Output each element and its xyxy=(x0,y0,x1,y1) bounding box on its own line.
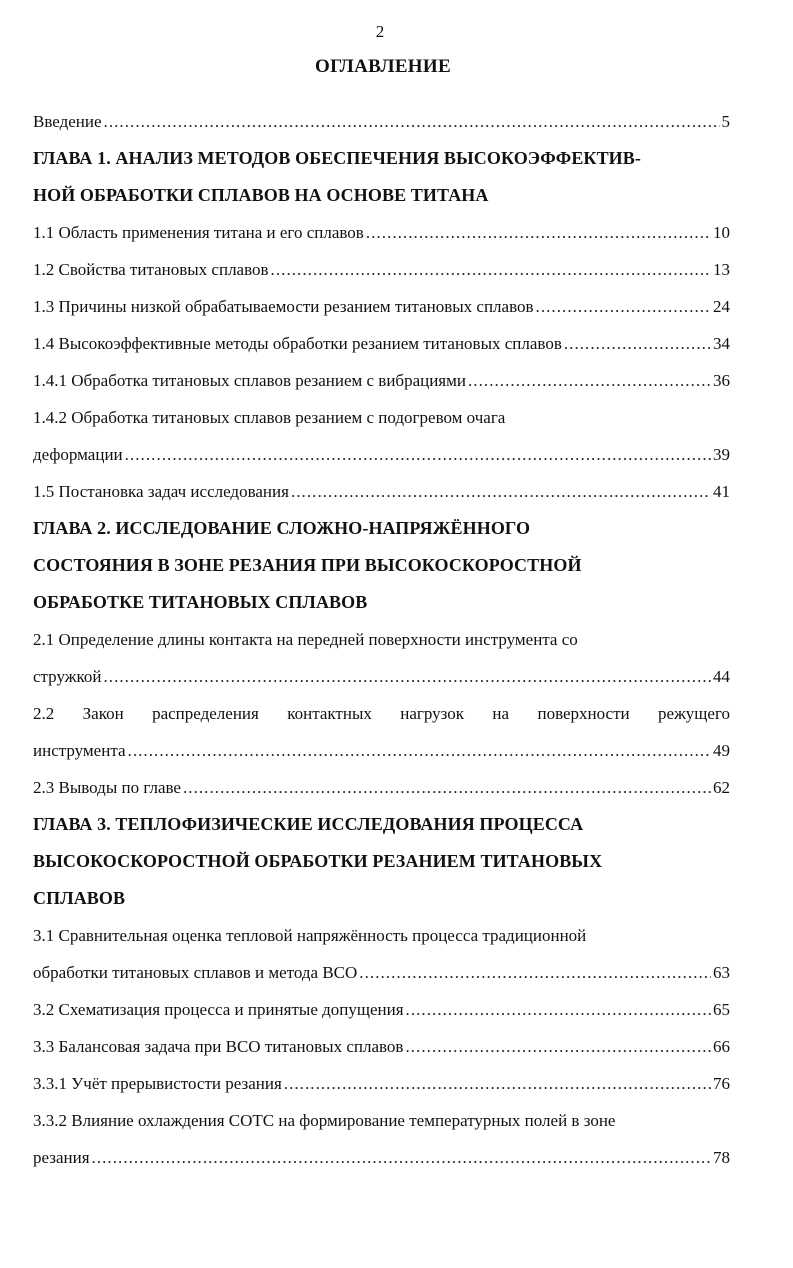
page-title: ОГЛАВЛЕНИЕ xyxy=(315,56,451,77)
chapter-2-heading-line-2[interactable]: СОСТОЯНИЯ В ЗОНЕ РЕЗАНИЯ ПРИ ВЫСОКОСКОРОСТНОЙ xyxy=(33,555,582,575)
toc-entry-title: 1.3 Причины низкой обрабатываемости резанием титановых сплавов xyxy=(33,297,534,316)
dot-leader xyxy=(359,954,711,991)
toc-entry-page: 44 xyxy=(713,667,730,686)
toc-entry-3-2[interactable] xyxy=(33,991,730,1028)
dot-leader xyxy=(405,1028,711,1065)
toc-entry-page: 76 xyxy=(713,1074,730,1093)
toc-entry-page: 78 xyxy=(713,1148,730,1167)
toc-entry-title: Введение xyxy=(33,112,102,131)
dot-leader xyxy=(284,1065,711,1102)
toc-entry-3-1-line-1[interactable]: 3.1 Сравнительная оценка тепловой напряжённость процесса традиционной xyxy=(33,926,587,945)
toc-entry-title: 1.1 Область применения титана и его сплавов xyxy=(33,223,364,242)
toc-entry-page: 62 xyxy=(713,778,730,797)
dot-leader xyxy=(366,214,711,251)
dot-leader xyxy=(536,288,711,325)
dot-leader xyxy=(92,1139,711,1176)
toc-entry-1-4-2[interactable] xyxy=(33,436,730,473)
dot-leader xyxy=(468,362,711,399)
table-of-contents xyxy=(33,103,730,1176)
toc-entry-title: 3.3 Балансовая задача при ВСО титановых сплавов xyxy=(33,1037,404,1056)
toc-entry-page: 41 xyxy=(713,482,730,501)
dot-leader xyxy=(125,436,711,473)
toc-entry-page: 10 xyxy=(713,223,730,242)
toc-entry-2-2[interactable] xyxy=(33,732,730,769)
toc-entry-3-3[interactable] xyxy=(33,1028,730,1065)
toc-entry-1-4-1[interactable] xyxy=(33,362,730,399)
dot-leader xyxy=(406,991,711,1028)
toc-entry-intro[interactable] xyxy=(33,103,730,140)
toc-entry-page: 24 xyxy=(713,297,730,316)
toc-entry-3-3-2[interactable] xyxy=(33,1139,730,1176)
chapter-2-heading-line-1[interactable]: ГЛАВА 2. ИССЛЕДОВАНИЕ СЛОЖНО-НАПРЯЖЁННОГО xyxy=(33,518,531,538)
toc-entry-page: 63 xyxy=(713,963,730,982)
toc-entry-page: 5 xyxy=(721,112,730,131)
toc-entry-title: инструмента xyxy=(33,741,126,760)
toc-entry-2-3[interactable] xyxy=(33,769,730,806)
toc-entry-title: деформации xyxy=(33,445,123,464)
toc-entry-3-1[interactable] xyxy=(33,954,730,991)
chapter-3-heading-line-2[interactable]: ВЫСОКОСКОРОСТНОЙ ОБРАБОТКИ РЕЗАНИЕМ ТИТАНОВЫХ xyxy=(33,851,603,871)
toc-entry-2-1[interactable] xyxy=(33,658,730,695)
toc-entry-1-4[interactable] xyxy=(33,325,730,362)
toc-entry-3-3-1[interactable] xyxy=(33,1065,730,1102)
toc-entry-title: 1.5 Постановка задач исследования xyxy=(33,482,289,501)
toc-entry-1-5[interactable] xyxy=(33,473,730,510)
toc-entry-title: обработки титановых сплавов и метода ВСО xyxy=(33,963,358,982)
toc-entry-1-4-2-line-1[interactable]: 1.4.2 Обработка титановых сплавов резанием с подогревом очага xyxy=(33,408,506,427)
toc-entry-title: 1.2 Свойства титановых сплавов xyxy=(33,260,269,279)
toc-entry-title: 1.4 Высокоэффективные методы обработки резанием титановых сплавов xyxy=(33,334,562,353)
toc-entry-title: стружкой xyxy=(33,667,102,686)
toc-entry-page: 65 xyxy=(713,1000,730,1019)
dot-leader xyxy=(103,658,711,695)
toc-entry-page: 66 xyxy=(713,1037,730,1056)
dot-leader xyxy=(183,769,711,806)
chapter-3-heading-line-3[interactable]: СПЛАВОВ xyxy=(33,888,126,908)
toc-entry-1-2[interactable] xyxy=(33,251,730,288)
toc-entry-title: 3.2 Схематизация процесса и принятые допущения xyxy=(33,1000,404,1019)
chapter-1-heading-line-2[interactable]: НОЙ ОБРАБОТКИ СПЛАВОВ НА ОСНОВЕ ТИТАНА xyxy=(33,185,489,205)
chapter-2-heading-line-3[interactable]: ОБРАБОТКЕ ТИТАНОВЫХ СПЛАВОВ xyxy=(33,592,368,612)
toc-entry-2-1-line-1[interactable]: 2.1 Определение длины контакта на передней поверхности инструмента со xyxy=(33,630,578,649)
toc-entry-page: 36 xyxy=(713,371,730,390)
toc-entry-title: 2.3 Выводы по главе xyxy=(33,778,181,797)
toc-entry-1-3[interactable] xyxy=(33,288,730,325)
dot-leader xyxy=(128,732,711,769)
chapter-3-heading-line-1[interactable]: ГЛАВА 3. ТЕПЛОФИЗИЧЕСКИЕ ИССЛЕДОВАНИЯ ПРОЦЕССА xyxy=(33,814,584,834)
chapter-1-heading-line-1[interactable]: ГЛАВА 1. АНАЛИЗ МЕТОДОВ ОБЕСПЕЧЕНИЯ ВЫСОКОЭФФЕКТИВ- xyxy=(33,148,641,168)
toc-entry-title: 1.4.1 Обработка титановых сплавов резанием с вибрациями xyxy=(33,371,466,390)
toc-entry-page: 39 xyxy=(713,445,730,464)
toc-entry-1-1[interactable] xyxy=(33,214,730,251)
toc-entry-page: 13 xyxy=(713,260,730,279)
dot-leader xyxy=(104,103,720,140)
toc-entry-2-2-line-1[interactable]: 2.2 Закон распределения контактных нагрузок на поверхности режущего xyxy=(33,704,730,723)
page-number: 2 xyxy=(375,22,385,41)
dot-leader xyxy=(564,325,711,362)
toc-entry-title: 3.3.1 Учёт прерывистости резания xyxy=(33,1074,282,1093)
toc-entry-3-3-2-line-1[interactable]: 3.3.2 Влияние охлаждения СОТС на формирование температурных полей в зоне xyxy=(33,1111,616,1130)
toc-entry-title: резания xyxy=(33,1148,90,1167)
toc-entry-page: 34 xyxy=(713,334,730,353)
toc-entry-page: 49 xyxy=(713,741,730,760)
dot-leader xyxy=(271,251,711,288)
dot-leader xyxy=(291,473,711,510)
